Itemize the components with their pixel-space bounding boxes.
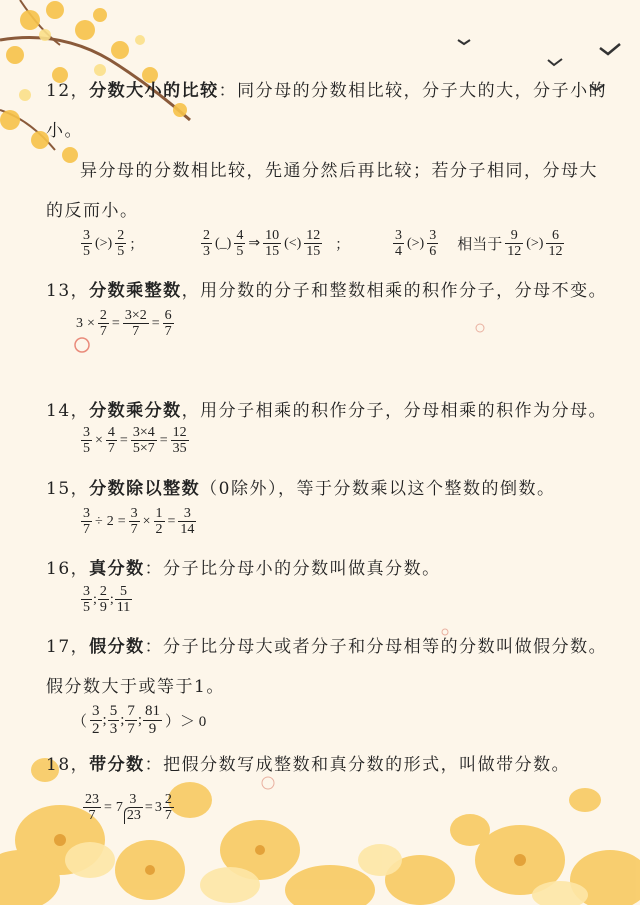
rule-number: 13， [46,281,90,301]
math-symbol: 3 [76,315,83,331]
denominator: 7 [107,441,115,457]
numerator: 3 [178,506,196,522]
rule-15 [46,474,555,499]
example-12b [200,228,351,260]
rule-number: 15， [46,479,90,499]
math-symbol: ; [102,711,107,728]
fraction [427,228,438,260]
example-12a [80,228,145,260]
fraction [90,703,102,737]
math-symbol: × [142,513,151,529]
fraction [546,228,564,260]
rule-14 [46,396,607,421]
math-symbol: ÷ [95,513,103,529]
rule-text: ：把假分数写成整数和真分数的形式，叫做带分数。 [144,755,571,775]
denominator: 5 [117,244,125,260]
denominator: 4 [395,244,402,260]
numerator: 3 [92,703,100,719]
math-symbol: = [167,513,176,529]
fraction [131,425,157,457]
numerator: 5 [109,703,118,719]
rule-12b: 异分母的分数相比较，先通分然后再比较；若分子相同，分母大 [80,161,598,181]
denominator: 7 [83,522,90,538]
denominator: 7 [88,808,96,824]
math-symbol: （ [72,713,88,730]
math-symbol: ⇒ [248,236,261,252]
denominator: 15 [306,244,321,260]
fraction [178,506,196,538]
fraction [505,228,523,260]
fraction [115,228,126,260]
denominator: 12 [507,244,522,260]
rule-18 [46,750,570,775]
fraction [263,228,281,260]
rule-term: 分数乘整数 [89,281,182,301]
rule-text: ，用分数的分子和整数相乘的积作分子，分母不变。 [181,281,608,301]
math-symbol: ; [137,711,143,728]
denominator: 5×7 [132,441,155,457]
denominator: 7 [164,808,172,824]
numerator: 3×2 [124,308,147,323]
denominator: 9 [148,720,157,737]
rule-13 [46,276,607,301]
math-symbol: 相当于 [457,235,503,254]
rule-term: 分数大小的比较 [89,81,219,101]
fraction [393,228,404,260]
math-symbol: 23 [124,807,143,823]
denominator: 7 [130,522,138,538]
numerator: 3 [83,228,90,243]
numerator: 3 [429,228,437,243]
math-symbol: ； [129,237,144,253]
math-symbol: × [95,432,103,448]
example-14 [80,425,190,457]
denominator: 15 [265,244,280,260]
denominator: 35 [172,441,187,457]
example-12c [392,228,565,260]
numerator: 1 [155,506,163,521]
rule-term: 真分数 [89,559,145,579]
math-symbol: = [144,799,153,815]
denominator: 7 [164,324,172,340]
denominator: 7 [99,324,107,340]
denominator: 12 [548,244,563,260]
denominator: 9 [99,600,107,616]
numerator: 3 [395,228,402,243]
fraction [171,425,189,457]
fraction [98,584,109,616]
fraction [163,792,174,824]
fraction [83,792,101,824]
rule-text: ：分子比分母大或者分子和分母相等的分数叫做假分数。 [144,637,608,657]
math-symbol: = [159,432,168,448]
math-symbol: ; [109,591,114,607]
numerator: 3 [130,506,138,521]
numerator: 2 [164,792,172,807]
math-symbol: (>) [95,235,113,251]
rule-text: （0除外），等于分数乘以这个整数的倒数。 [200,479,556,499]
math-symbol: (_) [215,235,232,251]
math-symbol: 2 [106,513,114,529]
math-symbol: = [111,315,120,331]
denominator: 5 [83,244,90,260]
rule-term: 假分数 [89,637,145,657]
denominator: 14 [180,522,195,538]
fraction [115,584,132,616]
denominator: 6 [429,244,437,260]
rule-17 [46,632,607,657]
math-symbol: (<) [284,235,302,251]
math-symbol: ; [120,711,125,728]
fraction [129,506,140,538]
math-symbol: (>) [526,235,544,251]
rule-number: 12， [46,81,90,101]
fraction [201,228,212,260]
numerator: 10 [265,228,280,243]
fraction [163,308,174,340]
example-13 [74,308,175,340]
numerator: 2 [117,228,125,243]
rule-17-cont: 假分数大于或等于1。 [46,677,225,697]
denominator: 5 [83,600,90,616]
denominator: 2 [155,522,163,538]
denominator: 5 [236,244,244,260]
fraction [123,308,149,340]
denominator: 11 [116,600,131,616]
math-symbol: ; [93,591,97,607]
rule-term: 带分数 [89,755,145,775]
rule-term: 分数乘分数 [89,401,182,421]
numerator: 3 [83,425,90,440]
math-symbol: 3 [129,792,137,807]
numerator: 5 [115,584,132,600]
math-symbol: = [117,513,126,529]
fraction [143,703,162,737]
fraction [108,703,120,737]
example-16 [80,584,133,616]
numerator: 2 [99,308,107,323]
fraction [81,584,92,616]
math-symbol: 7 [115,799,123,815]
math-symbol: ； [335,237,350,253]
math-symbol: = [119,432,128,448]
fraction [106,425,117,457]
numerator: 6 [164,308,172,323]
numerator: 4 [107,425,115,440]
math-symbol: 3 [154,799,162,815]
numerator: 23 [85,792,99,807]
numerator: 2 [203,228,210,243]
rule-number: 16， [46,559,90,579]
rule-12b-cont: 的反而小。 [46,201,139,221]
rule-text: ：同分母的分数相比较，分子大的大，分子小的 [218,81,608,101]
math-symbol: (>) [407,235,425,251]
denominator: 5 [83,441,90,457]
rule-number: 14， [46,401,90,421]
rule-text: ，用分子相乘的积作分子，分母相乘的积作为分母。 [181,401,608,421]
rule-12 [46,76,607,101]
denominator: 2 [92,720,100,737]
numerator: 81 [145,703,161,719]
numerator: 12 [172,425,187,440]
math-symbol [123,792,143,824]
numerator: 7 [127,703,135,719]
rule-12-cont: 小。 [46,121,83,141]
fraction [98,308,109,340]
denominator: 3 [203,244,210,260]
example-18 [82,792,175,824]
fraction [304,228,322,260]
fraction [81,506,92,538]
math-symbol: = [151,315,160,331]
math-symbol: = [104,799,112,815]
rule-number: 17， [46,637,90,657]
example-17 [70,703,208,737]
fraction [154,506,165,538]
numerator: 2 [99,584,107,599]
math-symbol: × [87,315,95,331]
numerator: 3 [83,584,90,599]
fraction [234,228,245,260]
fraction [125,703,137,737]
fraction [81,228,92,260]
fraction [81,425,92,457]
numerator: 3×4 [132,425,155,440]
denominator: 3 [109,720,118,737]
denominator: 7 [132,324,140,340]
math-symbol: ）＞ 0 [165,713,207,730]
example-15 [80,506,197,538]
numerator: 4 [236,228,244,243]
numerator: 9 [505,228,523,244]
rule-number: 18， [46,755,90,775]
numerator: 3 [83,506,90,521]
numerator: 12 [306,228,321,243]
rule-16 [46,554,441,579]
rule-term: 分数除以整数 [89,479,201,499]
numerator: 6 [546,228,564,244]
rule-text: ：分子比分母小的分数叫做真分数。 [144,559,441,579]
denominator: 7 [127,720,135,737]
